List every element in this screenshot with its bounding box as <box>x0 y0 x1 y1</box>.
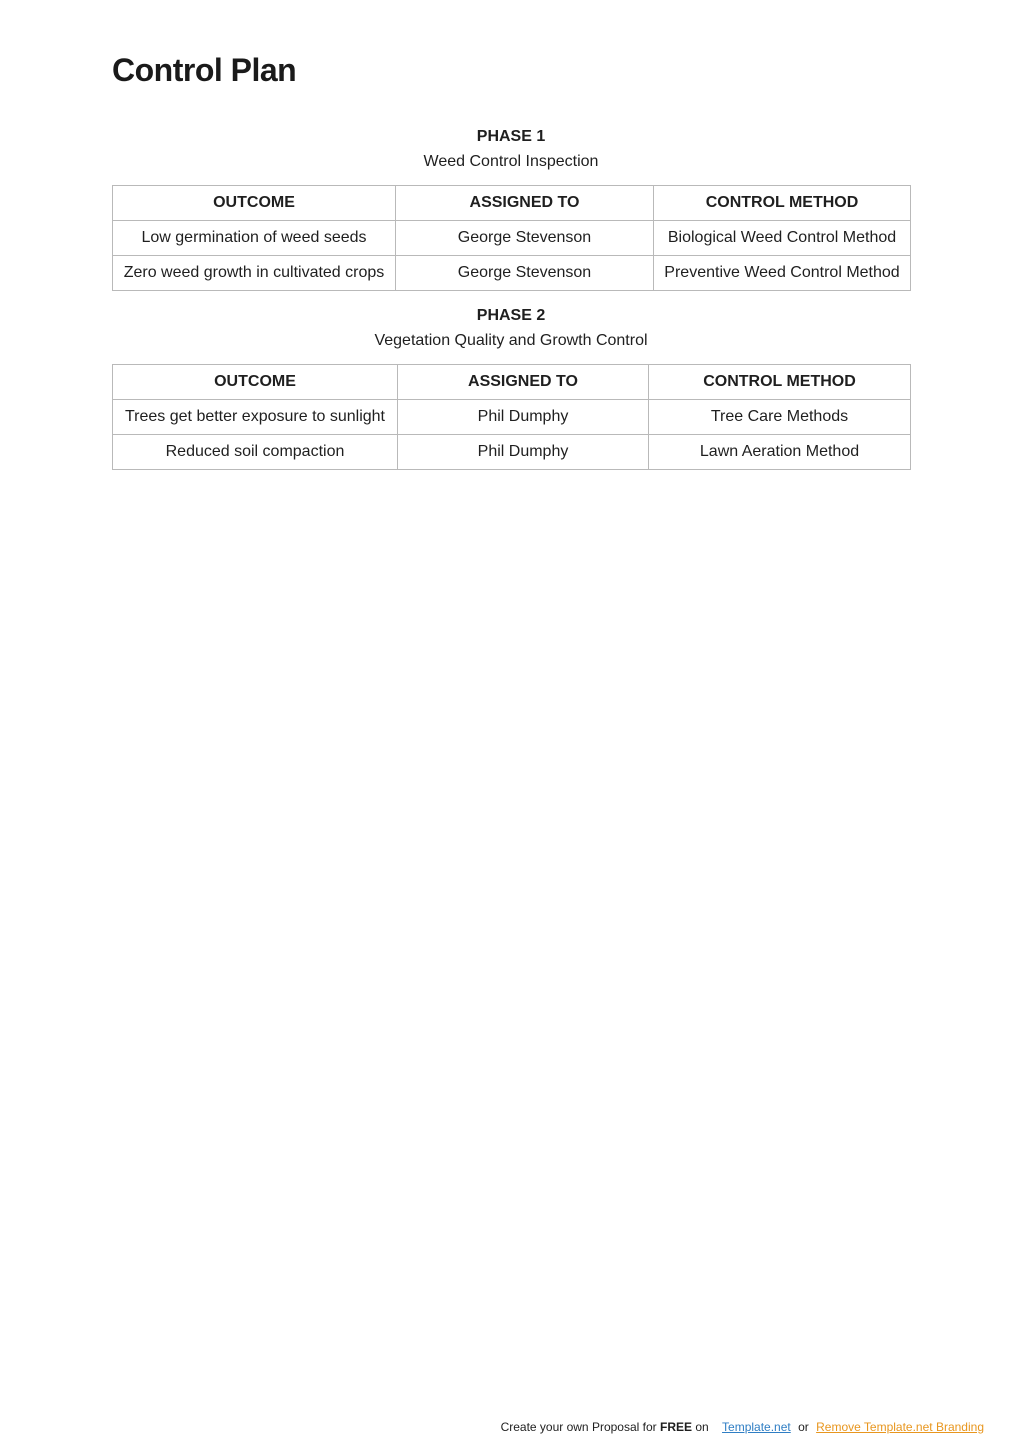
column-header-outcome: OUTCOME <box>113 186 396 221</box>
cell-control-method: Lawn Aeration Method <box>649 435 911 470</box>
table-header-row <box>113 365 911 400</box>
phase-1-section <box>112 126 910 291</box>
page-title: Control Plan <box>112 52 297 88</box>
column-header-assigned-to: ASSIGNED TO <box>398 365 649 400</box>
phase-1-subtitle: Weed Control Inspection <box>423 153 599 170</box>
column-header-outcome: OUTCOME <box>113 365 398 400</box>
cell-assigned-to: Phil Dumphy <box>398 435 649 470</box>
table-header-row <box>113 186 911 221</box>
phase-1-heading: PHASE 1 <box>476 128 546 145</box>
cell-outcome: Low germination of weed seeds <box>113 221 396 256</box>
footer-or: or <box>798 1420 809 1434</box>
phase-1-table <box>112 185 911 291</box>
column-header-control-method: CONTROL METHOD <box>649 365 911 400</box>
phase-2-heading: PHASE 2 <box>476 307 546 324</box>
template-net-link[interactable]: Template.net <box>722 1420 791 1434</box>
cell-outcome: Reduced soil compaction <box>113 435 398 470</box>
table-row <box>113 435 911 470</box>
footer-prefix: Create your own Proposal for <box>500 1420 660 1434</box>
footer-on: on <box>692 1420 709 1434</box>
phase-2-table <box>112 364 911 470</box>
column-header-assigned-to: ASSIGNED TO <box>396 186 654 221</box>
remove-branding-link[interactable]: Remove Template.net Branding <box>816 1420 984 1434</box>
column-header-control-method: CONTROL METHOD <box>654 186 911 221</box>
table-row <box>113 221 911 256</box>
branding-footer <box>501 1420 984 1434</box>
table-row <box>113 256 911 291</box>
cell-assigned-to: George Stevenson <box>396 221 654 256</box>
cell-outcome: Trees get better exposure to sunlight <box>113 400 398 435</box>
cell-assigned-to: George Stevenson <box>396 256 654 291</box>
cell-control-method: Biological Weed Control Method <box>654 221 911 256</box>
phase-2-section <box>112 305 910 470</box>
cell-assigned-to: Phil Dumphy <box>398 400 649 435</box>
cell-control-method: Preventive Weed Control Method <box>654 256 911 291</box>
cell-control-method: Tree Care Methods <box>649 400 911 435</box>
footer-free: FREE <box>659 1420 692 1434</box>
cell-outcome: Zero weed growth in cultivated crops <box>113 256 396 291</box>
table-row <box>113 400 911 435</box>
phase-2-subtitle: Vegetation Quality and Growth Control <box>374 332 648 349</box>
